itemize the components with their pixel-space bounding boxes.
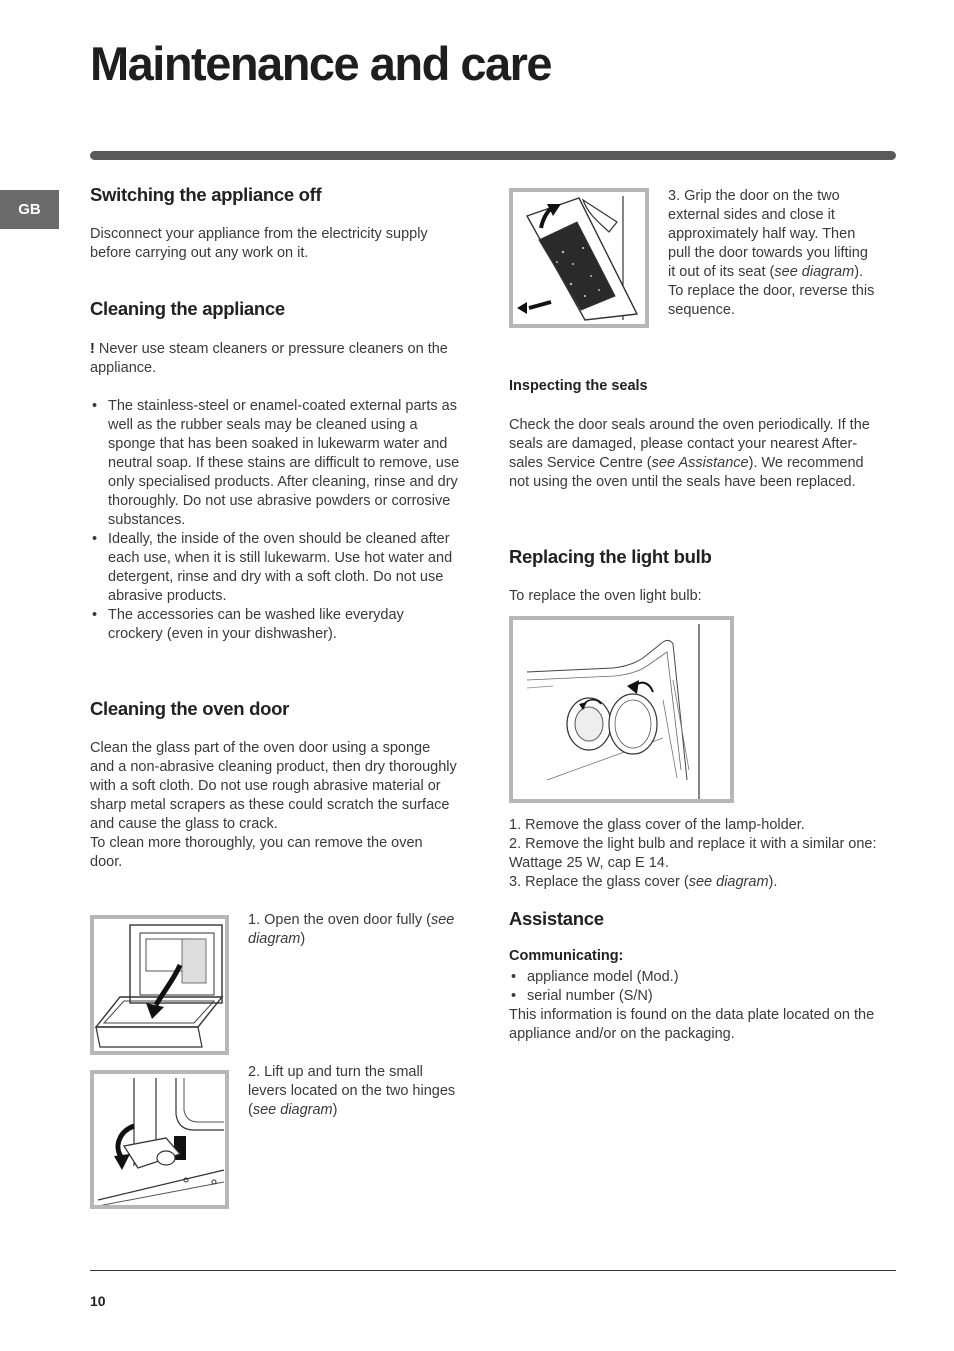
assistance-body <box>509 968 879 1044</box>
see-diagram: see diagram <box>248 912 455 947</box>
see-diagram: see diagram <box>774 264 855 280</box>
step-3-replace: To replace the door, reverse this sequence. <box>668 283 875 318</box>
language-tab: GB <box>0 190 59 229</box>
bulb-steps <box>509 816 879 892</box>
assistance-info: This information is found on the data plate located on the appliance and/or on the packaging. <box>509 1007 875 1042</box>
door-body-2: To clean more thoroughly, you can remove the oven door. <box>90 835 423 870</box>
step-1-text <box>248 911 460 949</box>
list-item: • The stainless-steel or enamel-coated external parts as well as the rubber seals may be cleaned using a sponge that has been soaked in lukewarm water and neutral soap. If these stains are difficult to remove, use only specialised products. After cleaning, rinse and dry thoroughly. Do not use abrasive powders or corrosive substances. <box>90 397 460 530</box>
see-diagram: see diagram <box>688 874 769 890</box>
communicating-subheading: Communicating: <box>509 948 624 964</box>
list-item: 2. Remove the light bulb and replace it with a similar one: Wattage 25 W, cap E 14. <box>509 836 877 871</box>
lamp-holder-diagram <box>509 616 734 803</box>
step-3-text <box>668 187 878 320</box>
seals-body-a: Check the door seals around the oven periodically. If the seals are damaged, please contact your nearest After-sales Service Centre ( <box>509 417 870 471</box>
cleaning-heading: Cleaning the appliance <box>90 298 285 319</box>
assistance-heading: Assistance <box>509 908 604 929</box>
list-item: • serial number (S/N) <box>509 987 879 1006</box>
step-2-close: ) <box>332 1102 338 1118</box>
list-item <box>509 873 879 892</box>
seals-body <box>509 416 879 492</box>
switching-heading: Switching the appliance off <box>90 184 322 205</box>
hinge-lever-diagram <box>90 1070 229 1209</box>
step-3-label: 3. Grip the door on the two external sides and close it approximately half way. Then pull the door towards you lifting it out of its seat ( <box>668 188 868 280</box>
seals-heading: Inspecting the seals <box>509 378 648 394</box>
see-assistance: see Assistance <box>651 455 749 471</box>
step-3-body <box>668 187 878 282</box>
switching-body: Disconnect your appliance from the electricity supply before carrying out any work on it. <box>90 226 428 261</box>
cleaning-bullet-list <box>90 397 460 644</box>
door-heading: Cleaning the oven door <box>90 698 289 719</box>
page-number: 10 <box>90 1293 106 1309</box>
warning-text: Never use steam cleaners or pressure cleaners on the appliance. <box>90 341 448 376</box>
step-1-close: ) <box>300 931 306 947</box>
door-removal-diagram <box>509 188 649 328</box>
footer-rule <box>90 1270 896 1271</box>
cleaning-warning <box>90 340 458 378</box>
header-rule <box>90 151 896 160</box>
bulb-intro: To replace the oven light bulb: <box>509 588 702 604</box>
oven-door-open-diagram <box>90 915 229 1055</box>
door-body <box>90 739 458 872</box>
step-2-text <box>248 1063 460 1120</box>
list-item: • Ideally, the inside of the oven should be cleaned after each use, when it is still lukewarm. Use hot water and detergent, rinse and dry with a soft cloth. Do not use abrasive products. <box>90 530 460 606</box>
assistance-bullet-list <box>509 968 879 1006</box>
list-item: 1. Remove the glass cover of the lamp-holder. <box>509 817 805 833</box>
step-2-label: 2. Lift up and turn the small levers located on the two hinges ( <box>248 1064 456 1118</box>
see-diagram: see diagram <box>252 1102 333 1118</box>
list-item: • appliance model (Mod.) <box>509 968 879 987</box>
seals-body-b: ). We recommend not using the oven until the seals have been replaced. <box>509 455 864 490</box>
bulb-step-3-label: 3. Replace the glass cover ( <box>509 874 689 890</box>
list-item: • The accessories can be washed like everyday crockery (even in your dishwasher). <box>90 606 460 644</box>
bulb-heading: Replacing the light bulb <box>509 546 712 567</box>
page-title: Maintenance and care <box>90 37 552 90</box>
bulb-step-3-close: ). <box>768 874 778 890</box>
step-1-label: 1. Open the oven door fully ( <box>248 912 431 928</box>
warning-mark: ! <box>90 341 95 357</box>
step-3-close: ). <box>854 264 864 280</box>
door-body-1: Clean the glass part of the oven door using a sponge and a non-abrasive cleaning product, then dry thoroughly with a soft cloth. Do not use rough abrasive material or sharp metal scrapers as these could scratch the surface and cause the glass to crack. <box>90 740 457 832</box>
